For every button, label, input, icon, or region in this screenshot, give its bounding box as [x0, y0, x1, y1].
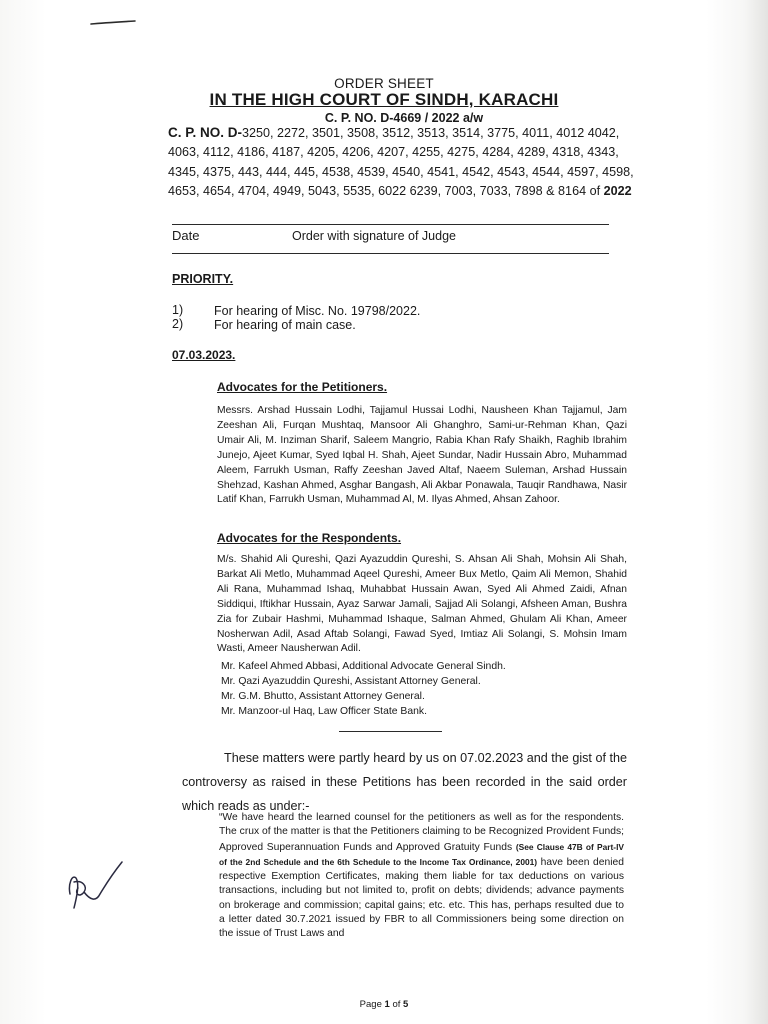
cp-numbers: 3250, 2272, 3501, 3508, 3512, 3513, 3514, 3775, 4011, 4012 4042, 4063, 4112, 4186, 4187, 4205, 4206, 4207, 4255, 4275, 4284, 4289, 4318, 4343, 4345, 4375, 443, 444, 445, 4538, 4539, 4540, 4541, 4542, 4543, 4544, 4597, 4598, 4653, 4654, 4704, 4949, 5043, 5535, 6022 6239, 7003, 7033, 7898 & 8164 of — [168, 126, 634, 198]
section-separator — [339, 731, 442, 732]
law-officer-entry: Mr. G.M. Bhutto, Assistant Attorney General. — [221, 690, 425, 702]
petitioners-heading: Advocates for the Petitioners. — [217, 380, 388, 394]
main-petition-number: C. P. NO. D-4669 / 2022 a/w — [324, 111, 484, 125]
connected-petitions-list — [168, 123, 638, 201]
priority-heading: PRIORITY. — [172, 272, 234, 286]
judge-signature-mark — [66, 858, 126, 910]
footer-of-word: of — [392, 999, 401, 1010]
footer-page-number: 1 — [384, 999, 390, 1010]
table-top-rule — [172, 224, 609, 225]
petitioners-names: Messrs. Arshad Hussain Lodhi, Tajjamul Hussai Lodhi, Nausheen Khan Tajjamul, Jam Zeeshan Ali, Furqan Mushtaq, Mansoor Ali Ghanghro, Sami-ur-Rehman Khan, Qazi Umair Ali, M. Inziman Sharif, Saleem Mangrio, Rabia Khan Rafy Shaikh, Raghib Ibrahim Junejo, Ajeet Kumar, Syed Iqbal H. Shah, Ajeet Sundar, Nadir Hussain Abro, Muhammad Aleem, Farrukh Usman, Raffy Zeeshan Javed Altaf, Naeem Suleman, Arshad Hussain Shehzad, Kashan Ahmed, Asghar Bangash, Ali Akbar Ponawala, Tauqir Randhawa, Nasir Latif Khan, Farrukh Usman, Muhammad Al, M. Ilyas Ahmed, Ahsan Zahoor. — [217, 405, 627, 506]
quoted-order-text — [219, 811, 624, 942]
order-sheet-heading: ORDER SHEET — [334, 76, 434, 91]
petitioners-advocates-list — [217, 404, 627, 508]
quote-statute-reference: (See Clause 47B of Part-IV of the 2nd Schedule and the 6th Schedule to the Income Tax Ordinance, 2001) — [219, 841, 624, 867]
cp-label: C. P. NO. D- — [168, 125, 243, 140]
hearing-date: 07.03.2023. — [172, 348, 236, 362]
law-officer-entry: Mr. Kafeel Ahmed Abbasi, Additional Advocate General Sindh. — [221, 661, 506, 672]
table-bottom-rule — [172, 253, 609, 254]
footer-page-word: Page — [359, 999, 382, 1010]
pen-stroke-mark — [90, 20, 136, 26]
priority-item-text: For hearing of main case. — [214, 318, 356, 332]
order-column-header: Order with signature of Judge — [292, 229, 456, 243]
respondents-advocates-list — [217, 553, 627, 657]
priority-item-number: 1) — [172, 303, 184, 317]
page-footer — [0, 999, 768, 1010]
law-officer-entry: Mr. Manzoor-ul Haq, Law Officer State Bank. — [221, 705, 427, 717]
law-officers-list — [221, 660, 621, 720]
footer-page-total: 5 — [403, 999, 409, 1010]
respondents-heading: Advocates for the Respondents. — [217, 531, 402, 545]
law-officer-entry: Mr. Qazi Ayazuddin Qureshi, Assistant Attorney General. — [221, 675, 481, 687]
court-title: IN THE HIGH COURT OF SINDH, KARACHI — [209, 90, 559, 109]
page-edge-shadow — [744, 0, 768, 1024]
priority-item-text: For hearing of Misc. No. 19798/2022. — [214, 304, 421, 318]
date-column-header: Date — [172, 228, 200, 243]
quote-part-1: “We have heard the learned counsel for the petitioners as well as for the respondents. The crux of the matter is that the Petitioners claiming to be Recognized Provident Funds; Approved Superannuation Funds and Approved Gratuity Funds — [219, 812, 624, 853]
order-body-paragraph: These matters were partly heard by us on 07.02.2023 and the gist of the controversy as raised in these Petitions has been recorded in the said order which reads as under:- — [182, 751, 627, 813]
respondents-names: M/s. Shahid Ali Qureshi, Qazi Ayazuddin Qureshi, S. Ahsan Ali Shah, Mohsin Ali Shah, Barkat Ali Metlo, Muhammad Aqeel Qureshi, Ameer Bux Metlo, Qaim Ali Memon, Shahid Ali Rana, Muhammad Ishaq, Muhabbat Hussain Awan, Syed Ali Ahmed Zaidi, Afnan Siddiqui, Iftikhar Hussain, Ayaz Sarwar Jamali, Sajjad Ali Solangi, Afsheen Aman, Bushra Zia for Zubair Hashmi, Muhammad Ishaque, Salman Ahmed, Ghulam Ali Khan, Ameer Nosherwan Adil, Asad Aftab Solangi, Fawad Syed, Imtiaz Ali Solangi, S. Mohsin Imam Wasti, Ameer Nausherwan Adil. — [217, 554, 627, 655]
priority-item-number: 2) — [172, 317, 184, 331]
cp-year: 2022 — [603, 183, 632, 198]
quote-part-2: have been denied respective Exemption Certificates, making them liable for tax deductions on various transactions, including but not limited to, profit on debts; dividends; advance payments on brokerage and commission; capital gains; etc. etc. This has, perhaps resulted due to a letter dated 30.7.2021 issued by FBR to all Commissioners being some direction on the issue of Trust Laws and — [219, 856, 624, 940]
